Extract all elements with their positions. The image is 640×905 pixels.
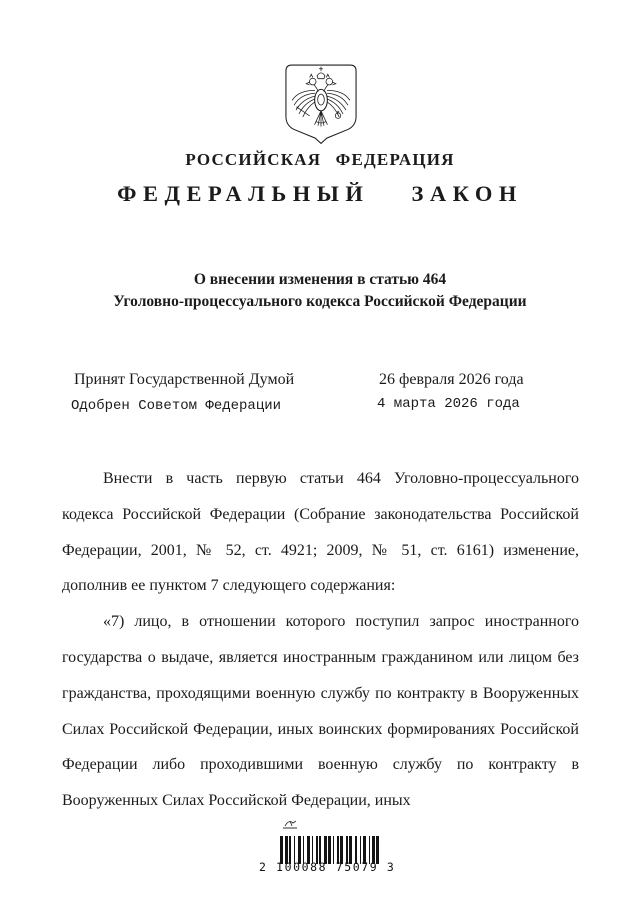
body-paragraph: «7) лицо, в отношении которого поступил запрос иностранного государства о выдаче, является иностранным гражданином или лицом без гражданства, проходящими военную службу по контракту в Вооруженных Силах Российской Федерации, иных воинских формированиях Российской Федерации либо проходившими военную службу по контракту в Вооруженных Силах Российской Федерации, иных [62,613,579,810]
law-title-line1: О внесении изменения в статью 464 [193,271,447,288]
adopted-by-duma-label: Принят Государственной Думой [74,371,295,388]
country-heading: РОССИЙСКАЯ ФЕДЕРАЦИЯ [185,150,455,169]
approved-by-council-label: Одобрен Советом Федерации [71,398,282,414]
body-paragraph: Внести в часть первую статьи 464 Уголовно-процессуального кодекса Российской Федерации (Собрание законодательства Российской Федерации, 2001, № 52, ст. 4921; 2009, № 51, ст. 6161) изменение, дополнив ее пунктом 7 следующего содержания: [62,470,579,595]
law-body [62,461,579,819]
print-artifact-mark [281,817,307,831]
document-type-heading: ФЕДЕРАЛЬНЫЙ ЗАКОН [117,181,523,206]
law-title-line2: Уголовно-процессуального кодекса Российской Федерации [113,292,527,310]
russian-coat-of-arms-icon [284,63,358,145]
barcode-digits: 2 100088 75079 3 [259,860,396,874]
approved-by-council-date: 4 марта 2026 года [377,396,520,412]
adopted-by-duma-date: 26 февраля 2026 года [379,371,524,388]
law-title [40,269,600,312]
